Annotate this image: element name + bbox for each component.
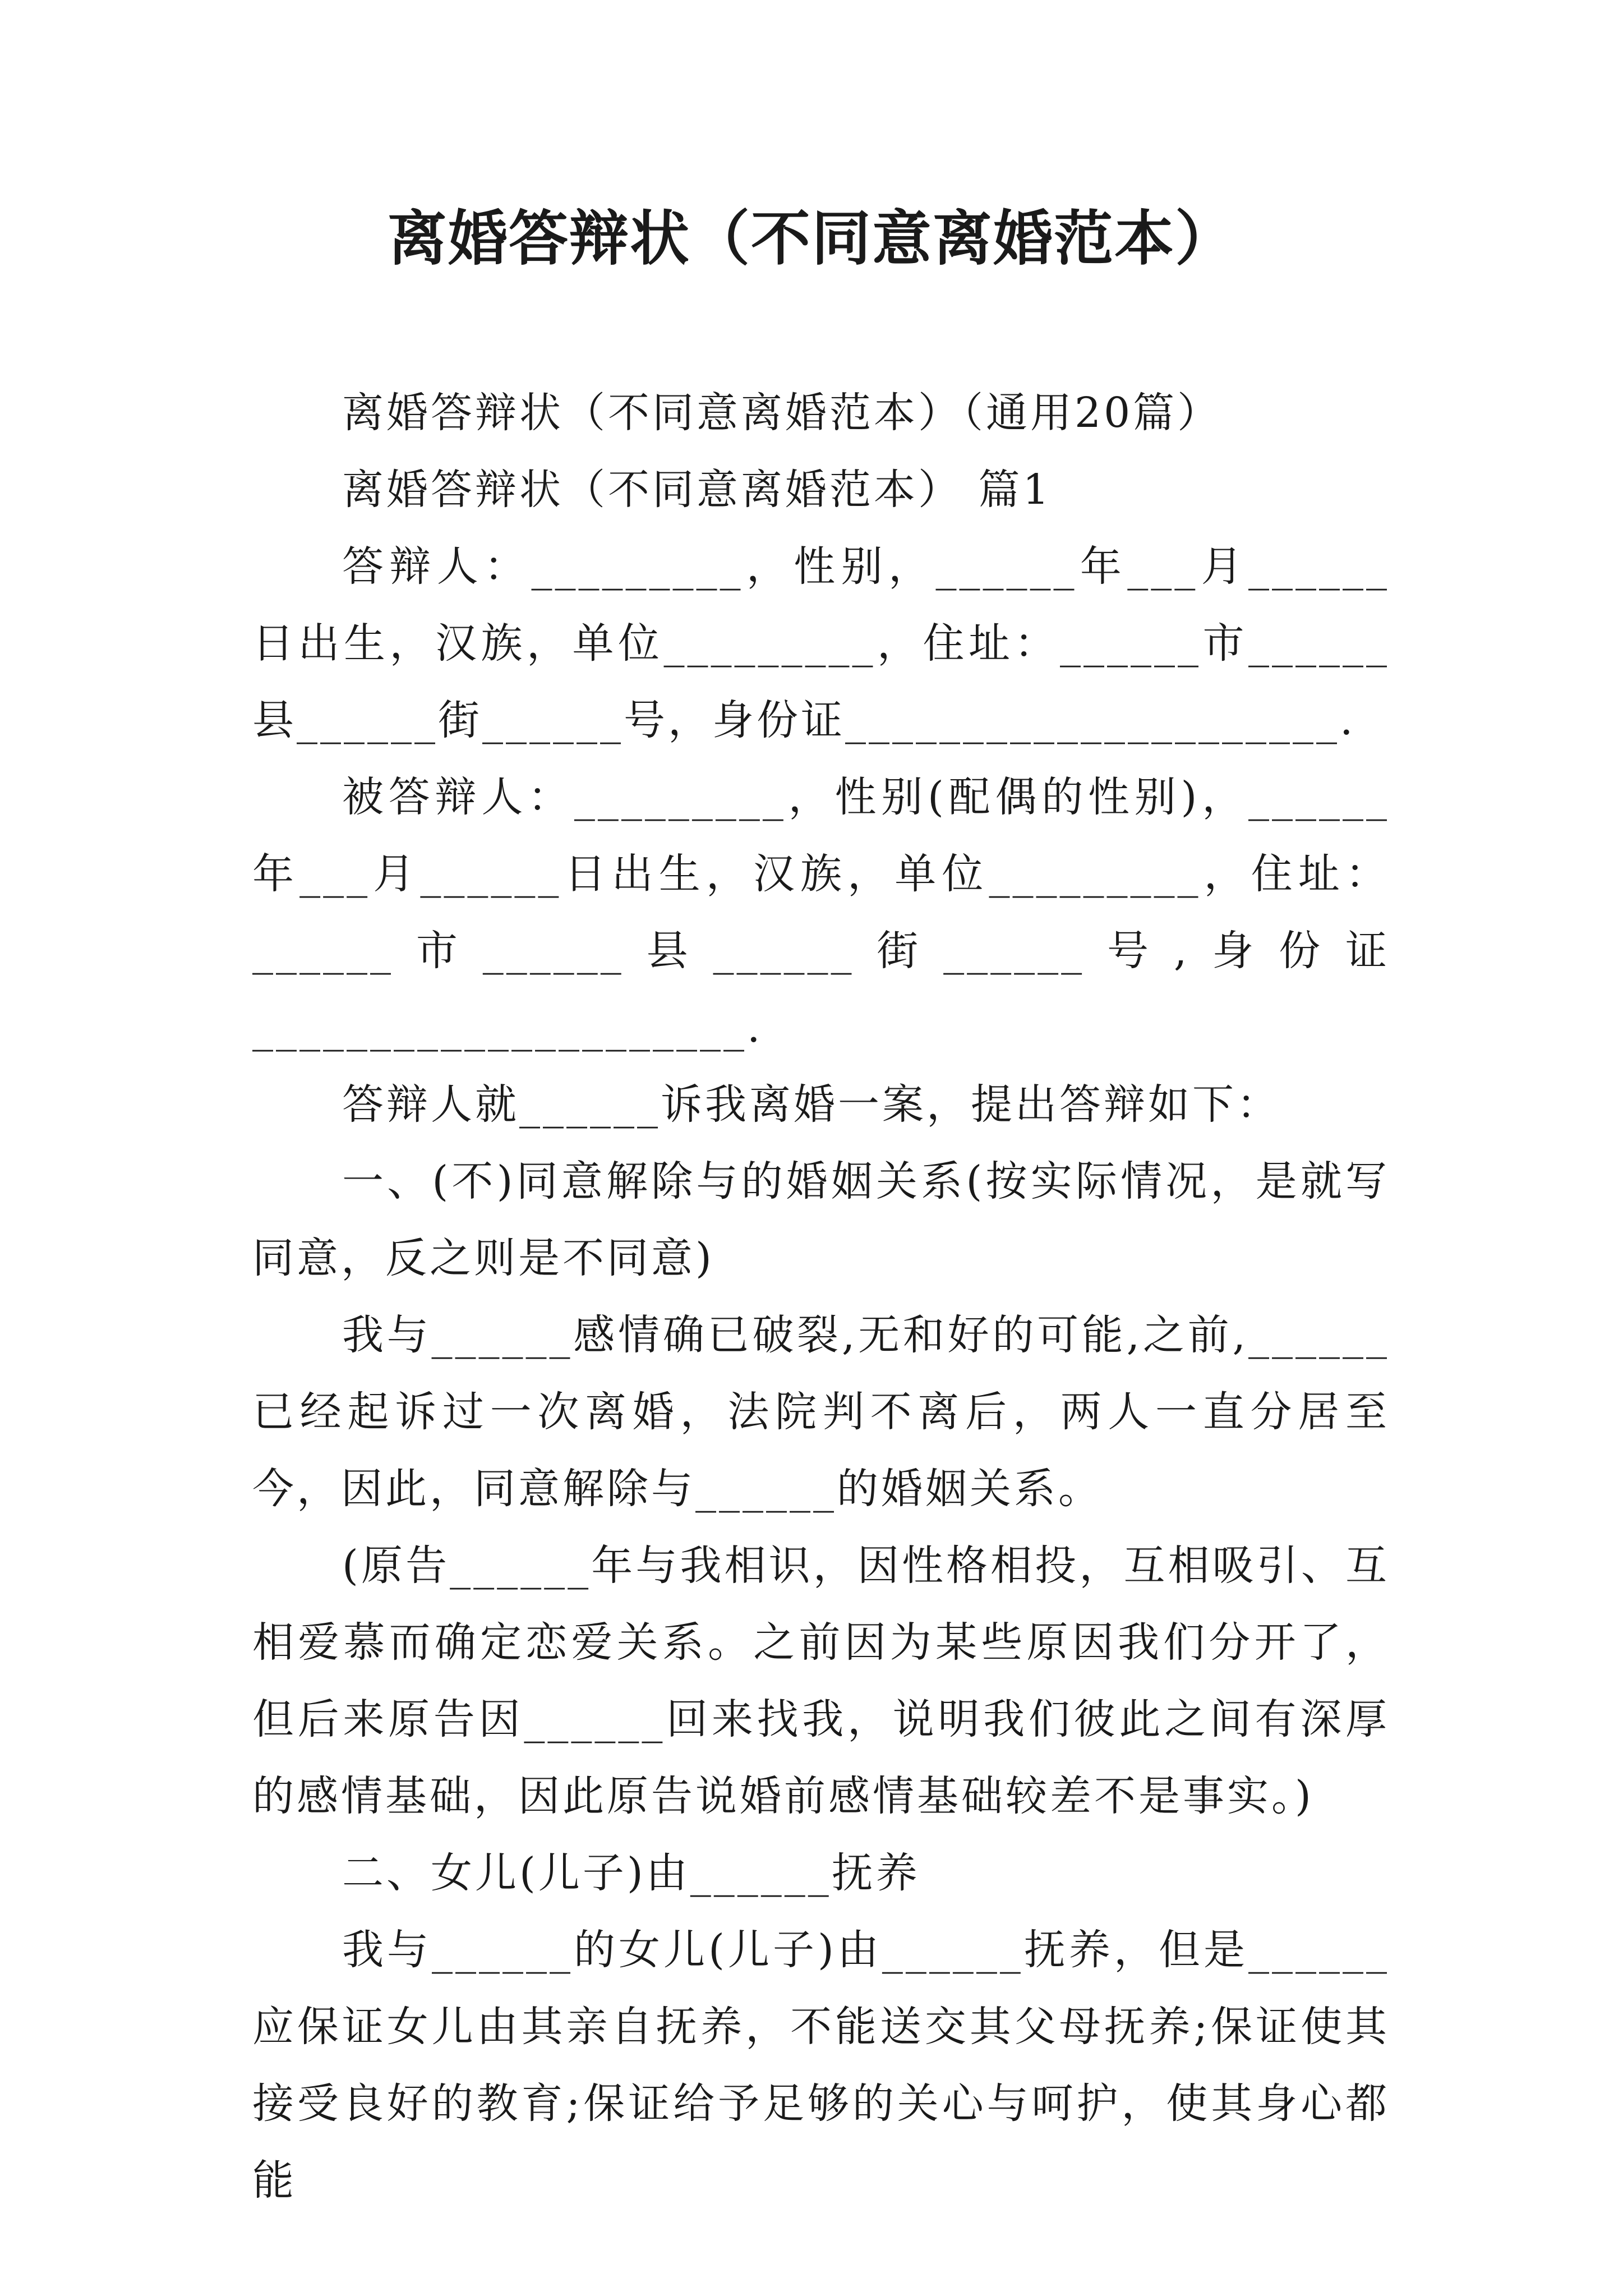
point-one-heading: 一、(不)同意解除与的婚姻关系(按实际情况，是就写同意，反之则是不同意) — [252, 1157, 1390, 1282]
document-title: 离婚答辩状（不同意离婚范本） — [388, 203, 1235, 273]
section-heading: 离婚答辩状（不同意离婚范本） 篇1 — [342, 466, 1052, 514]
defense-intro: 答辩人就______诉我离婚一案，提出答辩如下： — [342, 1080, 1281, 1129]
point-two-heading: 二、女儿(儿子)由______抚养 — [342, 1849, 920, 1897]
doc-subtitle: 离婚答辩状（不同意离婚范本）（通用20篇） — [342, 389, 1222, 437]
point-one-body: 我与______感情确已破裂,无和好的可能,之前,______已经起诉过一次离婚，法院判不离后，两人一直分居至今，因此，同意解除与______的婚姻关系。 — [252, 1311, 1390, 1513]
point-one-note: (原告______年与我相识，因性格相投，互相吸引、互相爱慕而确定恋爱关系。之前因为某些原因我们分开了，但后来原告因______回来找我，说明我们彼此之间有深厚的感情基础，因此原告说婚前感情基础较差不是事实。) — [252, 1542, 1390, 1820]
respondent-info: 答辩人：_________，性别，______年___月______日出生，汉族，单位_________，住址：______市______县______街______号，身份证_____________________. — [252, 542, 1390, 744]
document-body — [252, 375, 1390, 2219]
opposing-party-info: 被答辩人：_________，性别(配偶的性别)，______年___月______日出生，汉族，单位_________，住址：______市______县______街______号,身份证_____________________. — [252, 773, 1390, 1052]
point-two-body: 我与______的女儿(儿子)由______抚养，但是______应保证女儿由其亲自抚养，不能送交其父母抚养;保证使其接受良好的教育;保证给予足够的关心与呵护，使其身心都能 — [252, 1926, 1390, 2205]
